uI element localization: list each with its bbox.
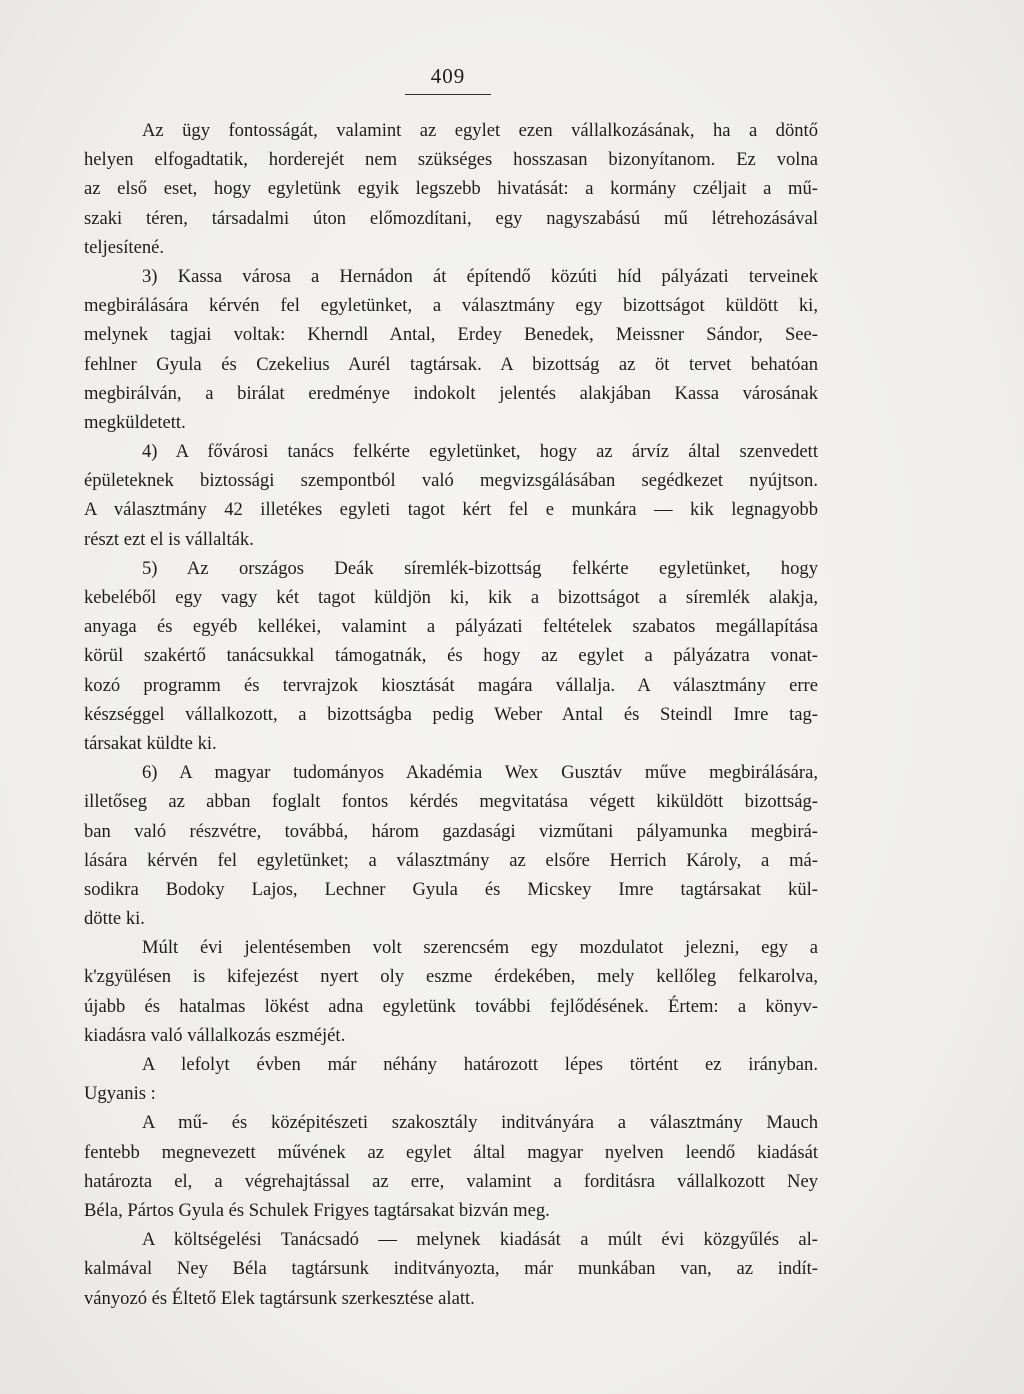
text-line: ványozó és Éltető Elek tagtársunk szerkesztése alatt. (84, 1287, 475, 1309)
text-line: A költségelési Tanácsadó — melynek kiadását a múlt évi közgyűlés al- (142, 1229, 818, 1251)
text-line: 6) A magyar tudományos Akadémia Wex Gusztáv műve megbirálására, (142, 762, 818, 784)
text-line: Az ügy fontosságát, valamint az egylet ezen vállalkozásának, ha a döntő (142, 120, 818, 141)
text-line: kozó programm és tervrajzok kiosztását magára vállalja. A választmány erre (84, 674, 818, 696)
text-line: kiadásra való vállalkozás eszméjét. (84, 1024, 346, 1046)
text-line: Múlt évi jelentésemben volt szerencsém egy mozdulatot jelezni, egy a (142, 937, 818, 959)
text-line: lására kérvén fel egyletünket; a választmány az elsőre Herrich Károly, a má- (84, 849, 818, 871)
text-line: A lefolyt évben már néhány határozott lépes történt ez irányban. (142, 1054, 818, 1075)
text-line: k'zgyülésen is kifejezést nyert oly eszme érdekében, mely kellőleg felkarolva, (84, 966, 818, 988)
text-line: megbirálván, a birálat eredménye indokolt jelentés alakjában Kassa városának (84, 382, 818, 404)
text-line: illetőseg az abban foglalt fontos kérdés megvitatása végett kiküldött bizottság- (84, 791, 818, 813)
text-line: megküldetett. (84, 411, 186, 433)
text-line: fentebb megnevezett művének az egylet által magyar nyelven leendő kiadását (84, 1141, 818, 1163)
text-line: határozta el, a végrehajtással az erre, valamint a forditásra vállalkozott Ney (84, 1170, 818, 1192)
text-line: 5) Az országos Deák síremlék-bizottság felkérte egyletünket, hogy (142, 557, 818, 579)
text-line: újabb és hatalmas lökést adna egyletünk további fejlődésének. Értem: a könyv- (84, 995, 818, 1017)
text-line: kalmával Ney Béla tagtársunk inditványozta, már munkában van, az indít- (84, 1258, 818, 1280)
text-line: melynek tagjai voltak: Kherndl Antal, Erdey Benedek, Meissner Sándor, See- (84, 324, 818, 346)
text-line: épületeknek biztossági szempontból való megvizsgálásában segédkezet nyújtson. (84, 470, 818, 492)
text-line: fehlner Gyula és Czekelius Aurél tagtársak. A bizottság az öt tervet behatóan (84, 353, 818, 375)
text-line: Ugyanis : (84, 1083, 156, 1105)
text-line: 3) Kassa városa a Hernádon át építendő közúti híd pályázati terveinek (142, 265, 818, 287)
text-line: Béla, Pártos Gyula és Schulek Frigyes tagtársakat bizván meg. (84, 1199, 550, 1221)
text-line: körül szakértő tanácsukkal támogatnák, és hogy az egylet a pályázatra vonat- (84, 645, 818, 667)
text-line: megbirálására kérvén fel egyletünket, a választmány egy bizottságot küldött ki, (84, 295, 818, 317)
text-line: készséggel vállalkozott, a bizottságba pedig Weber Antal és Steindl Imre tag- (84, 703, 818, 725)
text-line: részt ezt el is vállalták. (84, 528, 254, 550)
text-line: helyen elfogadtatik, horderejét nem szükséges hosszasan bizonyítanom. Ez volna (84, 149, 818, 171)
text-line: dötte ki. (84, 908, 145, 930)
page-number-rule (405, 94, 491, 95)
text-line: sodikra Bodoky Lajos, Lechner Gyula és Micskey Imre tagtársakat kül- (84, 878, 818, 900)
text-line: teljesítené. (84, 236, 165, 258)
text-line: szaki téren, társadalmi úton előmozdítani, egy nagyszabású mű létrehozásával (84, 207, 818, 229)
text-line: az első eset, hogy egyletünk egyik legszebb hivatását: a kormány czéljait a mű- (84, 178, 818, 200)
text-line: A választmány 42 illetékes egyleti tagot kért fel e munkára — kik legnagyobb (84, 499, 818, 521)
text-line: kebeléből egy vagy két tagot küldjön ki, kik a bizottságot a síremlék alakja, (84, 587, 818, 608)
body-text (84, 116, 818, 1313)
text-line: anyaga és egyéb kellékei, valamint a pályázati feltételek szabatos megállapítása (84, 616, 818, 638)
text-line: társakat küldte ki. (84, 732, 217, 754)
text-line: ban való részvétre, továbbá, három gazdasági vizműtani pályamunka megbirá- (84, 820, 818, 842)
text-line: 4) A fővárosi tanács felkérte egyletünket, hogy az árvíz által szenvedett (142, 441, 818, 463)
text-line: A mű- és középitészeti szakosztály inditványára a választmány Mauch (142, 1112, 818, 1134)
page-number: 409 (430, 64, 466, 88)
